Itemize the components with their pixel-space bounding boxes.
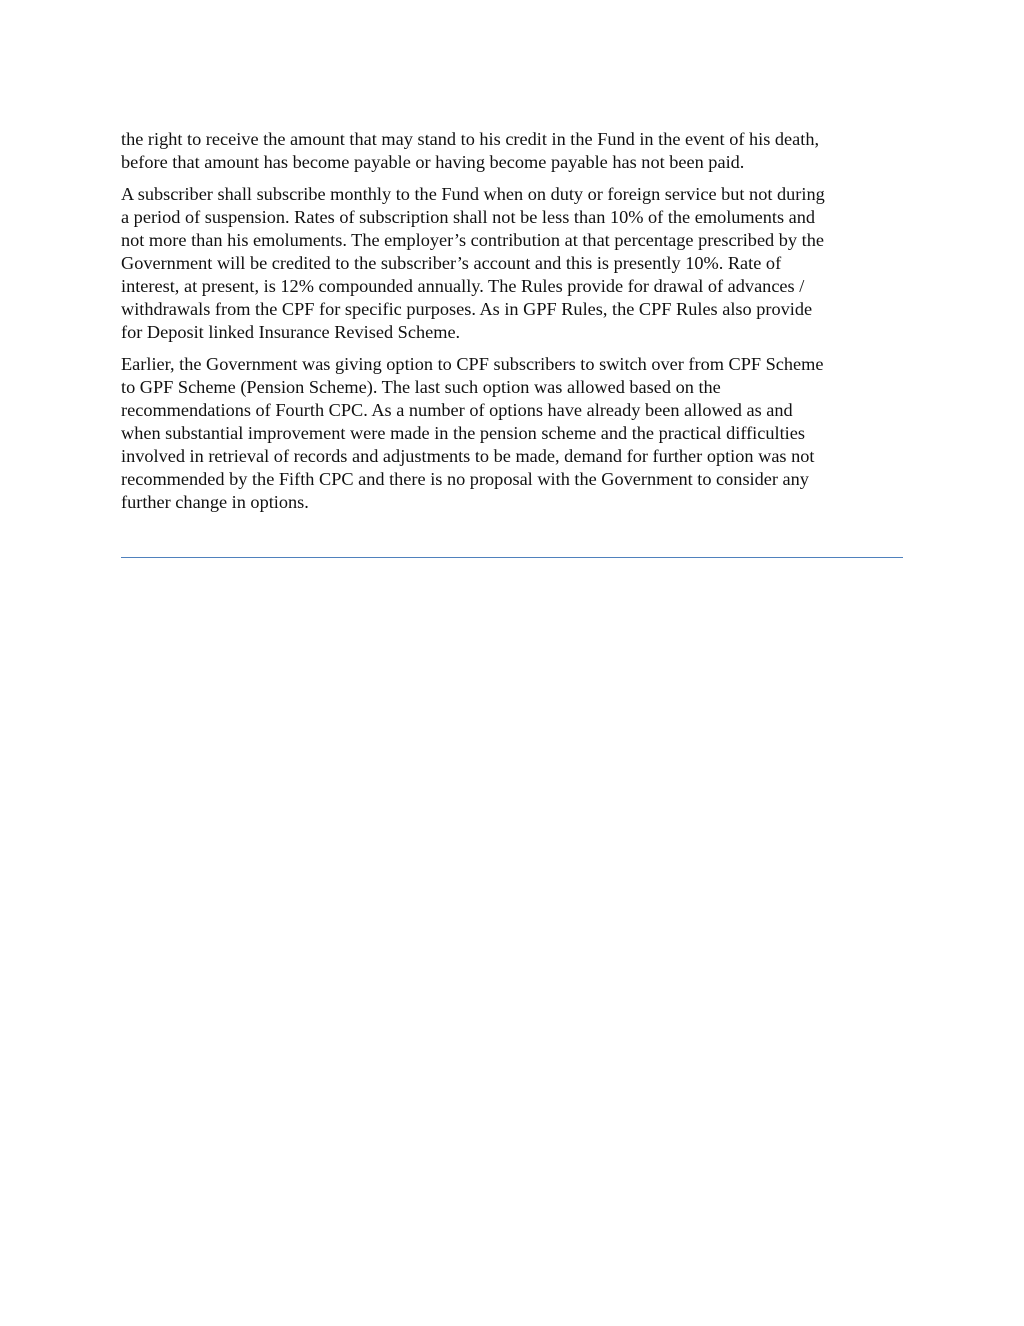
- section-divider: [121, 557, 903, 558]
- text-line: further change in options.: [121, 492, 309, 512]
- text-line: not more than his emoluments. The employer’s contribution at that percentage prescribed by the: [121, 230, 824, 250]
- text-line: involved in retrieval of records and adjustments to be made, demand for further option was not: [121, 446, 815, 466]
- text-line: Earlier, the Government was giving option to CPF subscribers to switch over from CPF Scheme: [121, 354, 824, 374]
- text-line: withdrawals from the CPF for specific purposes. As in GPF Rules, the CPF Rules also provide: [121, 299, 813, 319]
- text-line: recommended by the Fifth CPC and there is no proposal with the Government to consider any: [121, 469, 809, 489]
- text-line: when substantial improvement were made in the pension scheme and the practical difficulties: [121, 423, 805, 443]
- text-line: the right to receive the amount that may stand to his credit in the Fund in the event of his death,: [121, 129, 820, 149]
- text-line: for Deposit linked Insurance Revised Scheme.: [121, 322, 461, 342]
- paragraph-3: [121, 353, 911, 514]
- text-line: to GPF Scheme (Pension Scheme). The last such option was allowed based on the: [121, 377, 721, 397]
- document-body: [121, 128, 911, 523]
- paragraph-2: [121, 183, 911, 344]
- paragraph-1: [121, 128, 911, 174]
- text-line: recommendations of Fourth CPC. As a number of options have already been allowed as and: [121, 400, 793, 420]
- text-line: a period of suspension. Rates of subscription shall not be less than 10% of the emoluments and: [121, 207, 816, 227]
- text-line: Government will be credited to the subscriber’s account and this is presently 10%. Rate of: [121, 253, 782, 273]
- text-line: before that amount has become payable or having become payable has not been paid.: [121, 152, 745, 172]
- text-line: A subscriber shall subscribe monthly to the Fund when on duty or foreign service but not during: [121, 184, 825, 204]
- text-line: interest, at present, is 12% compounded annually. The Rules provide for drawal of advances /: [121, 276, 805, 296]
